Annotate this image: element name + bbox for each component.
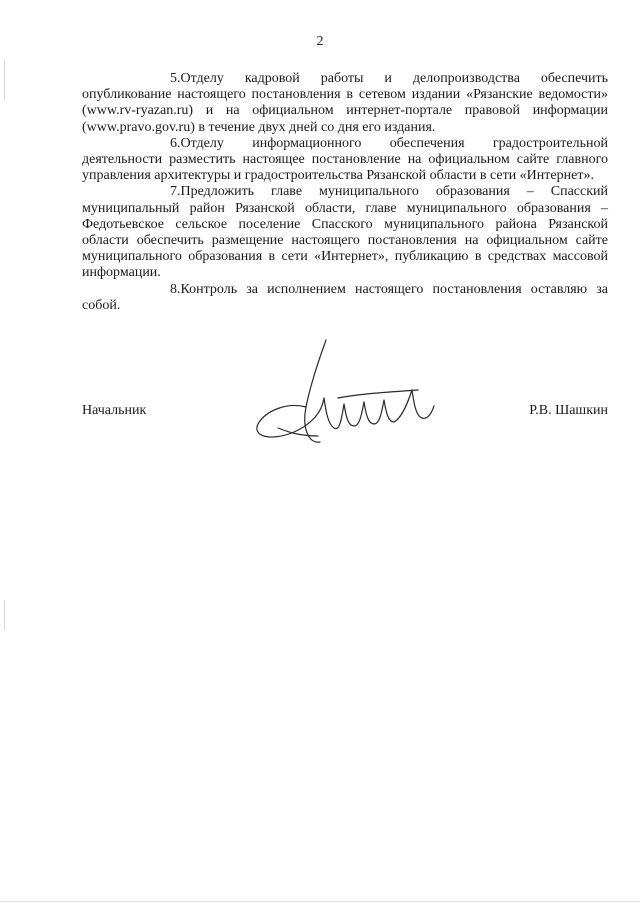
paragraph-6 [82, 136, 608, 185]
paragraph-text: Контроль за исполнением настоящего постановления оставляю за собой. [82, 281, 608, 313]
document-body [82, 71, 608, 314]
paragraph-text: Отделу информационного обеспечения градостроительной деятельности разместить настоящее постановление на официальном сайте главного управления архитектуры и градостроительства Рязанской области в сети «Интернет». [82, 135, 608, 184]
paragraph-number: 6. [170, 135, 181, 151]
paragraph-number: 7. [170, 184, 181, 200]
signature-block [82, 403, 608, 423]
scan-bottom-edge [0, 901, 640, 902]
paragraph-text: Предложить главе муниципального образования – Спасский муниципальный район Рязанской области, главе муниципального образования – Федотьевское сельское поселение Спасского муниципального района Рязанской области обеспечить размещение настоящего постановления на официальном сайте муниципального образования в сети «Интернет», публикацию в средствах массовой информации. [82, 184, 608, 281]
handwritten-signature [248, 332, 438, 457]
scan-artifact [4, 600, 5, 630]
page-number: 2 [316, 34, 324, 49]
position-title: Начальник [82, 403, 147, 418]
paragraph-number: 8. [170, 281, 181, 297]
paragraph-8 [82, 282, 608, 314]
signer-name: Р.В. Шашкин [529, 403, 608, 418]
paragraph-number: 5. [170, 71, 181, 86]
paragraph-text: Отделу кадровой работы и делопроизводства обеспечить опубликование настоящего постановления в сетевом издании «Рязанские ведомости» (www.rv-ryazan.ru) и на официальном интернет-портале правовой информации (www.pravo.gov.ru) в течение двух дней со дня его издания. [82, 71, 608, 135]
paragraph-5 [82, 71, 608, 136]
paragraph-7 [82, 184, 608, 281]
scan-artifact [4, 60, 5, 100]
